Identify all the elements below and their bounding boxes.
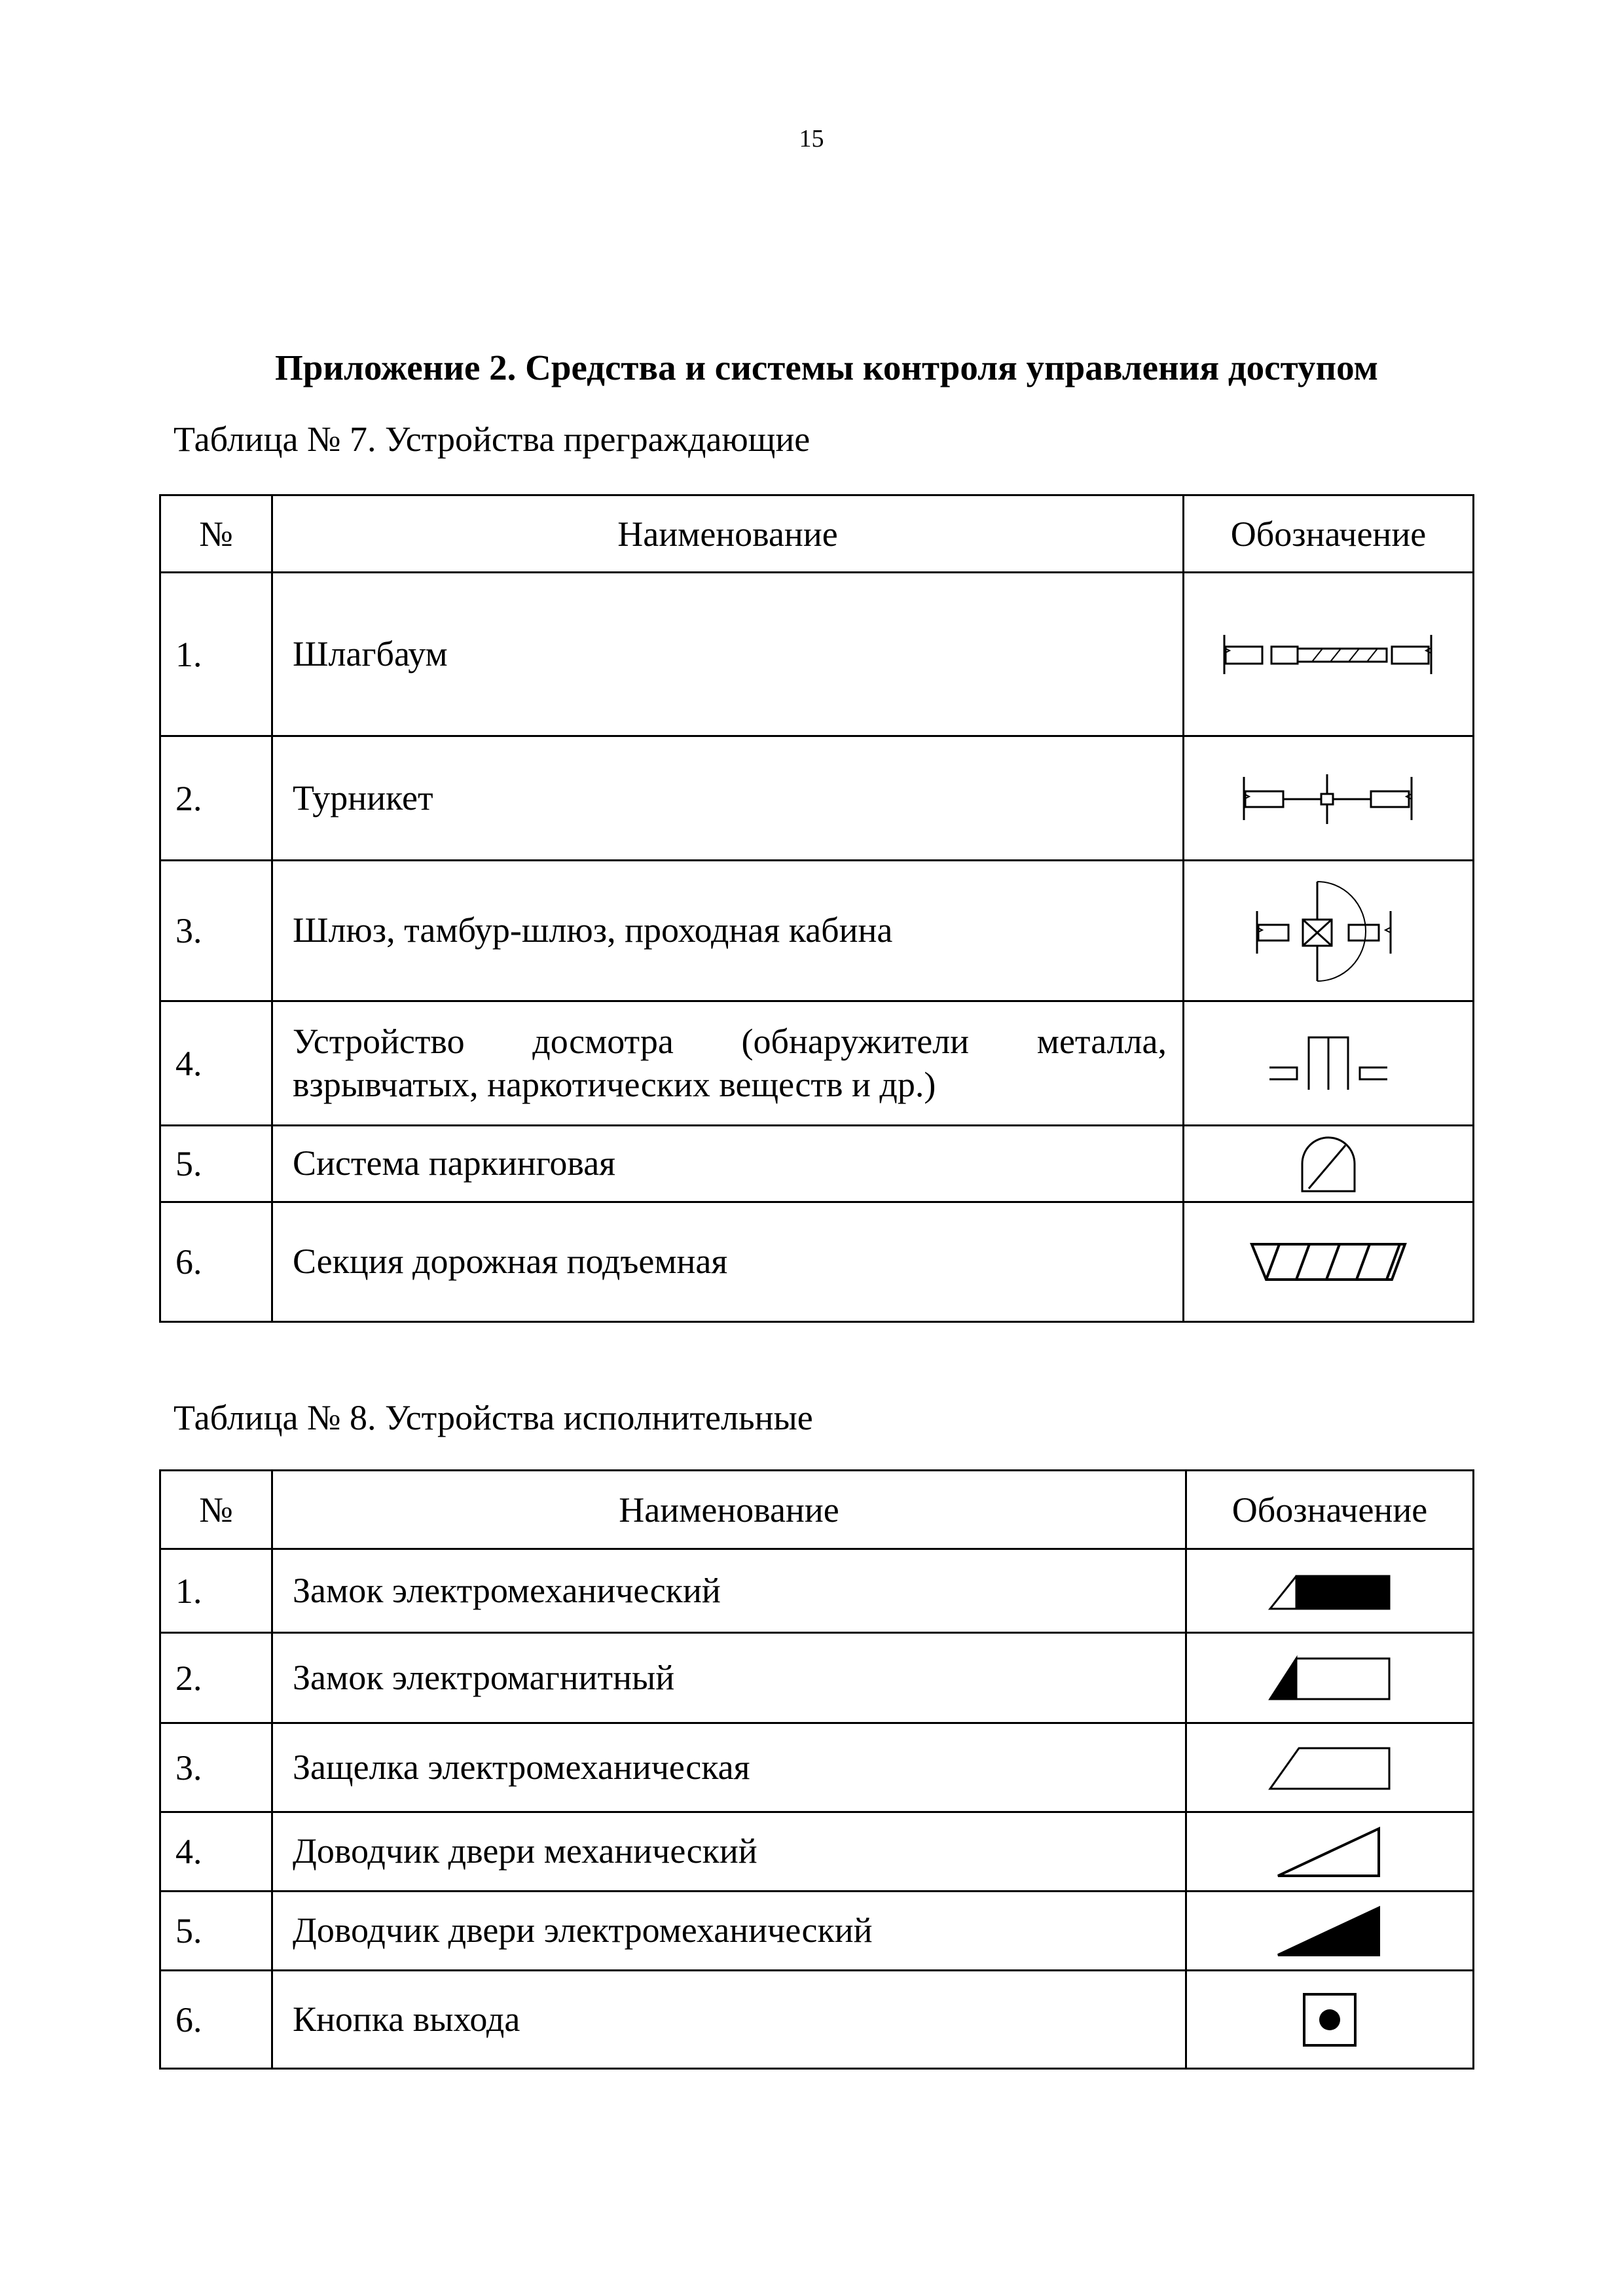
table7-header-row bbox=[160, 495, 1474, 573]
row-number: 1. bbox=[160, 1549, 272, 1633]
exit-button-symbol-icon bbox=[1300, 1990, 1359, 2049]
table-row bbox=[160, 861, 1474, 1001]
road-section-symbol-icon bbox=[1247, 1239, 1410, 1285]
row-name: Замок электромеханический bbox=[272, 1549, 1186, 1633]
page-number: 15 bbox=[799, 125, 824, 152]
table7-header-name: Наименование bbox=[272, 495, 1184, 573]
airlock-symbol-icon bbox=[1253, 875, 1404, 986]
table8-header-num: № bbox=[160, 1471, 272, 1549]
row-name: Защелка электромеханическая bbox=[272, 1723, 1186, 1812]
table7-caption: Таблица № 7. Устройства преграждающие bbox=[173, 420, 811, 459]
table7 bbox=[159, 494, 1474, 1323]
electromechanical-door-closer-symbol-icon bbox=[1274, 1901, 1385, 1960]
table-row bbox=[160, 1633, 1474, 1723]
row-number: 1. bbox=[160, 573, 272, 736]
row-number: 5. bbox=[160, 1892, 272, 1971]
table-row bbox=[160, 736, 1474, 861]
row-number: 4. bbox=[160, 1812, 272, 1892]
row-number: 6. bbox=[160, 1202, 272, 1322]
table8-header-row bbox=[160, 1471, 1474, 1549]
row-name: Замок электромагнитный bbox=[272, 1633, 1186, 1723]
table-row bbox=[160, 1812, 1474, 1892]
table-row bbox=[160, 1892, 1474, 1971]
electromechanical-lock-symbol-icon bbox=[1267, 1568, 1392, 1614]
mechanical-door-closer-symbol-icon bbox=[1274, 1822, 1385, 1881]
row-name: Шлюз, тамбур-шлюз, проходная кабина bbox=[272, 861, 1184, 1001]
row-name: Турникет bbox=[272, 736, 1184, 861]
row-name: Кнопка выхода bbox=[272, 1971, 1186, 2069]
table-row bbox=[160, 1549, 1474, 1633]
row-number: 2. bbox=[160, 1633, 272, 1723]
row-number: 6. bbox=[160, 1971, 272, 2069]
table8-header-name: Наименование bbox=[272, 1471, 1186, 1549]
table-row bbox=[160, 1723, 1474, 1812]
table-row bbox=[160, 1971, 1474, 2069]
table-row bbox=[160, 1001, 1474, 1126]
table7-header-num: № bbox=[160, 495, 272, 573]
table-row bbox=[160, 1126, 1474, 1202]
table7-header-symbol: Обозначение bbox=[1184, 495, 1474, 573]
table-row bbox=[160, 573, 1474, 736]
table-row bbox=[160, 1202, 1474, 1322]
electromechanical-latch-symbol-icon bbox=[1267, 1742, 1392, 1794]
row-name: Система паркинговая bbox=[272, 1126, 1184, 1202]
table8 bbox=[159, 1469, 1474, 2070]
inspection-device-symbol-icon bbox=[1263, 1031, 1394, 1096]
row-name: Шлагбаум bbox=[272, 573, 1184, 736]
row-number: 3. bbox=[160, 861, 272, 1001]
electromagnetic-lock-symbol-icon bbox=[1267, 1652, 1392, 1704]
turnstile-symbol-icon bbox=[1240, 769, 1417, 828]
barrier-symbol-icon bbox=[1220, 628, 1436, 681]
table8-header-symbol: Обозначение bbox=[1186, 1471, 1474, 1549]
row-number: 5. bbox=[160, 1126, 272, 1202]
parking-system-symbol-icon bbox=[1296, 1131, 1361, 1196]
row-name: Секция дорожная подъемная bbox=[272, 1202, 1184, 1322]
row-number: 3. bbox=[160, 1723, 272, 1812]
table8-caption: Таблица № 8. Устройства исполнительные bbox=[173, 1398, 813, 1437]
row-name: Доводчик двери механический bbox=[272, 1812, 1186, 1892]
page-heading: Приложение 2. Средства и системы контроля управления доступом bbox=[275, 348, 1378, 387]
row-number: 2. bbox=[160, 736, 272, 861]
row-name: Устройство досмотра (обнаружители металла, взрывчатых, наркотических веществ и др.) bbox=[272, 1001, 1184, 1126]
row-name: Доводчик двери электромеханический bbox=[272, 1892, 1186, 1971]
row-number: 4. bbox=[160, 1001, 272, 1126]
